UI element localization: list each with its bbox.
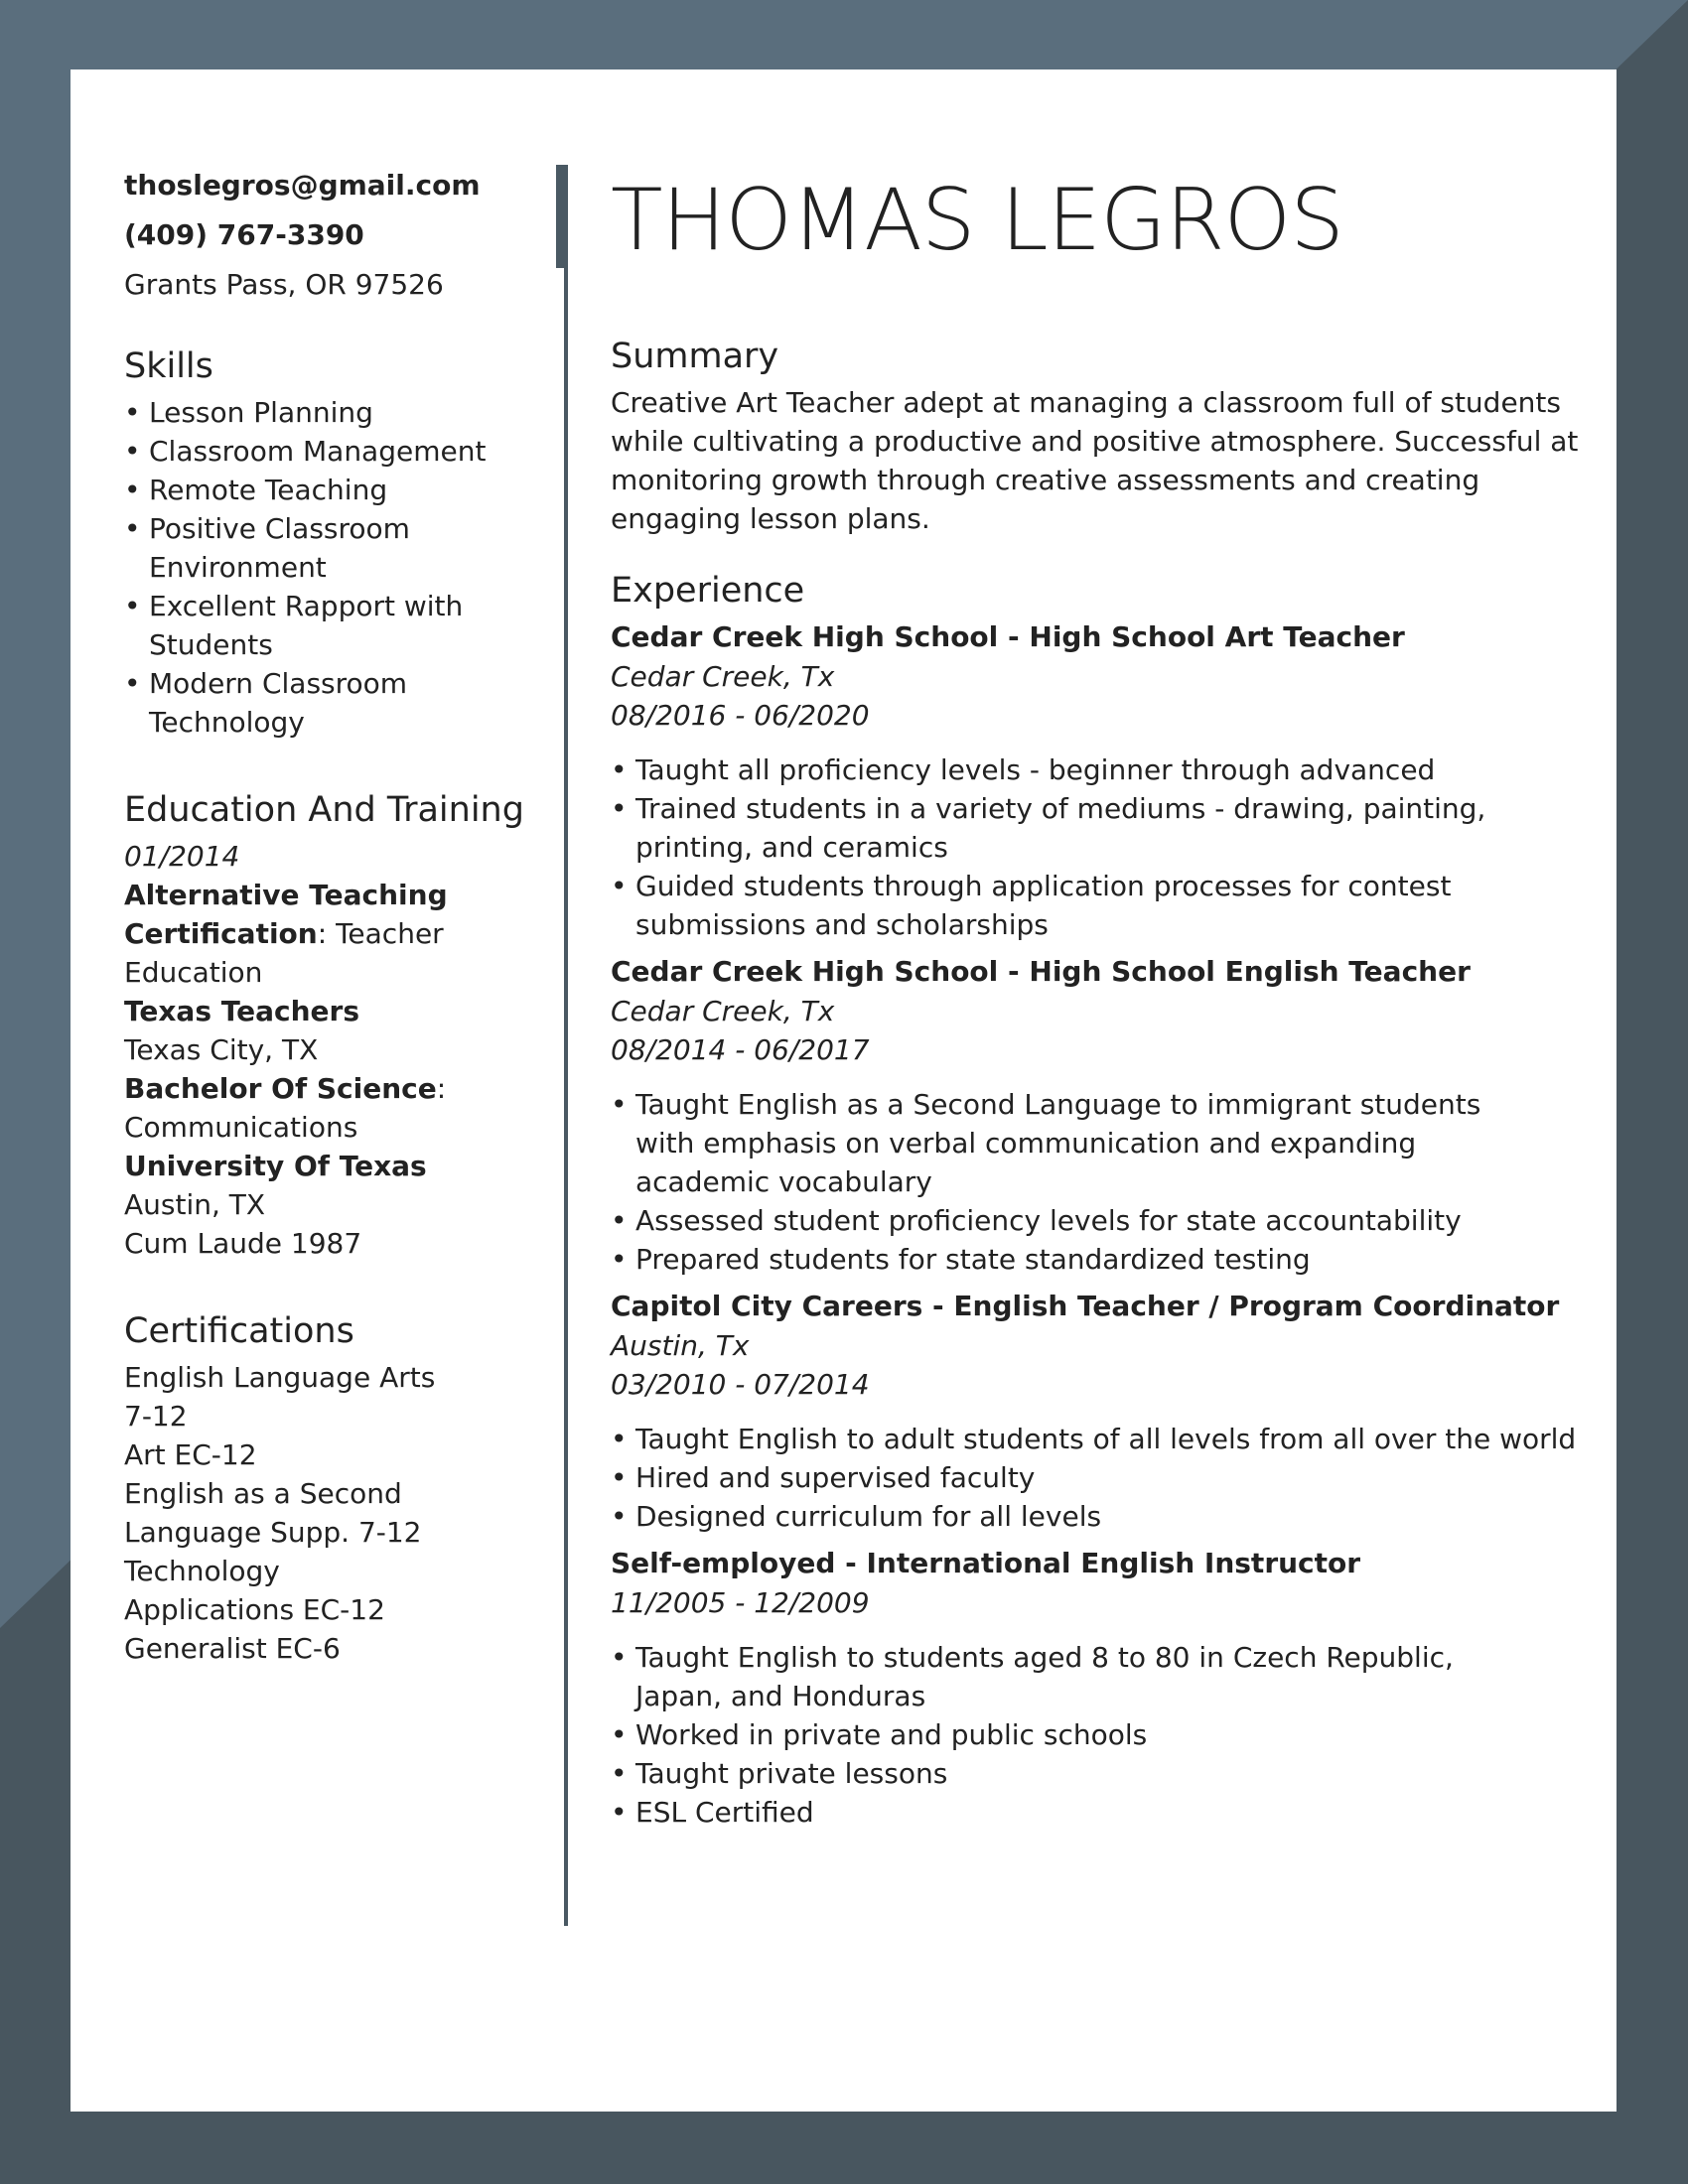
school-location: Austin, TX [124,1188,266,1221]
degree: Alternative Teaching Certification [124,879,448,950]
job-bullets [611,1638,1534,1832]
job-title: Capitol City Careers - English Teacher / Program Coordinator [611,1290,1560,1322]
field: Teacher Education [124,917,444,989]
job-title: Self-employed - International English Instructor [611,1547,1361,1579]
job-dates: 08/2016 - 06/2020 [611,699,870,732]
job-title: Cedar Creek High School - High School English Teacher [611,955,1471,988]
education-heading: Education And Training [124,790,524,830]
job-bullet: • Prepared students for state standardized testing [611,1240,1534,1279]
skill-item: • Excellent Rapport with Students [124,587,477,664]
school-location: Texas City, TX [124,1033,319,1066]
job-bullet: • Taught English as a Second Language to immigrant students with emphasis on verbal communication and expanding academic vocabulary [611,1085,1534,1201]
job-bullet: • Taught all proficiency levels - beginner through advanced [611,751,1504,789]
job-bullet: • Guided students through application processes for contest submissions and scholarships [611,867,1504,944]
job-entry [611,1287,1604,1536]
school: Texas Teachers [124,995,360,1027]
school: University Of Texas [124,1150,427,1182]
skill-item: • Classroom Management [124,432,551,471]
skill-item: • Lesson Planning [124,393,551,432]
job-bullet: • Worked in private and public schools [611,1715,1534,1754]
certification-item: English Language Arts 7-12 [124,1361,436,1433]
skill-item: • Modern Classroom Technology [124,664,447,742]
email[interactable]: thoslegros@gmail.com [124,169,481,202]
location: Grants Pass, OR 97526 [124,268,444,301]
job-entry [611,1544,1604,1832]
job-bullet: • Designed curriculum for all levels [611,1497,1604,1536]
education-entry: Alternative Teaching Certification: Teacher Education [124,879,448,989]
summary-heading: Summary [611,337,779,376]
candidate-name: THOMAS LEGROS [611,171,1343,270]
job-location: Cedar Creek, Tx [611,995,835,1027]
job-bullet: • Assessed student proficiency levels for state accountability [611,1201,1534,1240]
skill-item: • Positive Classroom Environment [124,509,437,587]
job-bullet: • Taught English to adult students of all levels from all over the world [611,1420,1604,1458]
job-bullet: • Taught English to students aged 8 to 80 in Czech Republic, Japan, and Honduras [611,1638,1534,1715]
skills-heading: Skills [124,346,213,386]
job-bullets [611,1085,1534,1279]
phone[interactable]: (409) 767-3390 [124,218,364,251]
job-bullet: • Hired and supervised faculty [611,1458,1604,1497]
certification-item: Art EC-12 [124,1438,257,1471]
job-bullets [611,751,1504,944]
skill-item: • Remote Teaching [124,471,551,509]
right-column [611,161,1604,1832]
column-divider [564,165,568,1926]
job-entry [611,617,1604,944]
certifications-heading: Certifications [124,1311,354,1351]
experience-heading: Experience [611,571,805,611]
job-dates: 03/2010 - 07/2014 [611,1368,870,1401]
field: Communications [124,1111,358,1144]
education-block [124,837,551,1263]
summary-text: Creative Art Teacher adept at managing a classroom full of students while cultivating a productive and positive atmosphere. Successful at monitoring growth through creative assessments and creating engaging lesson plans. [611,386,1579,535]
job-title: Cedar Creek High School - High School Art Teacher [611,620,1405,653]
job-location: Cedar Creek, Tx [611,660,835,693]
degree: Bachelor Of Science [124,1072,437,1105]
education-entry: Bachelor Of Science: Communications [124,1072,447,1144]
job-entry [611,952,1604,1279]
left-column [124,161,551,1668]
skills-list [124,393,551,742]
contact-block [124,161,551,310]
certification-item: English as a Second Language Supp. 7-12 [124,1477,422,1549]
certification-item: Technology Applications EC-12 [124,1555,385,1626]
job-bullet: • ESL Certified [611,1793,1534,1832]
education-date: 01/2014 [124,840,240,873]
job-bullets [611,1420,1604,1536]
job-bullet: • Taught private lessons [611,1754,1534,1793]
job-dates: 11/2005 - 12/2009 [611,1586,870,1619]
job-bullet: • Trained students in a variety of mediums - drawing, painting, printing, and ceramics [611,789,1504,867]
resume-page [70,69,1617,2112]
honor: Cum Laude 1987 [124,1227,362,1260]
certification-item: Generalist EC-6 [124,1632,341,1665]
job-dates: 08/2014 - 06/2017 [611,1033,870,1066]
certifications-list [124,1358,452,1668]
job-location: Austin, Tx [611,1329,750,1362]
